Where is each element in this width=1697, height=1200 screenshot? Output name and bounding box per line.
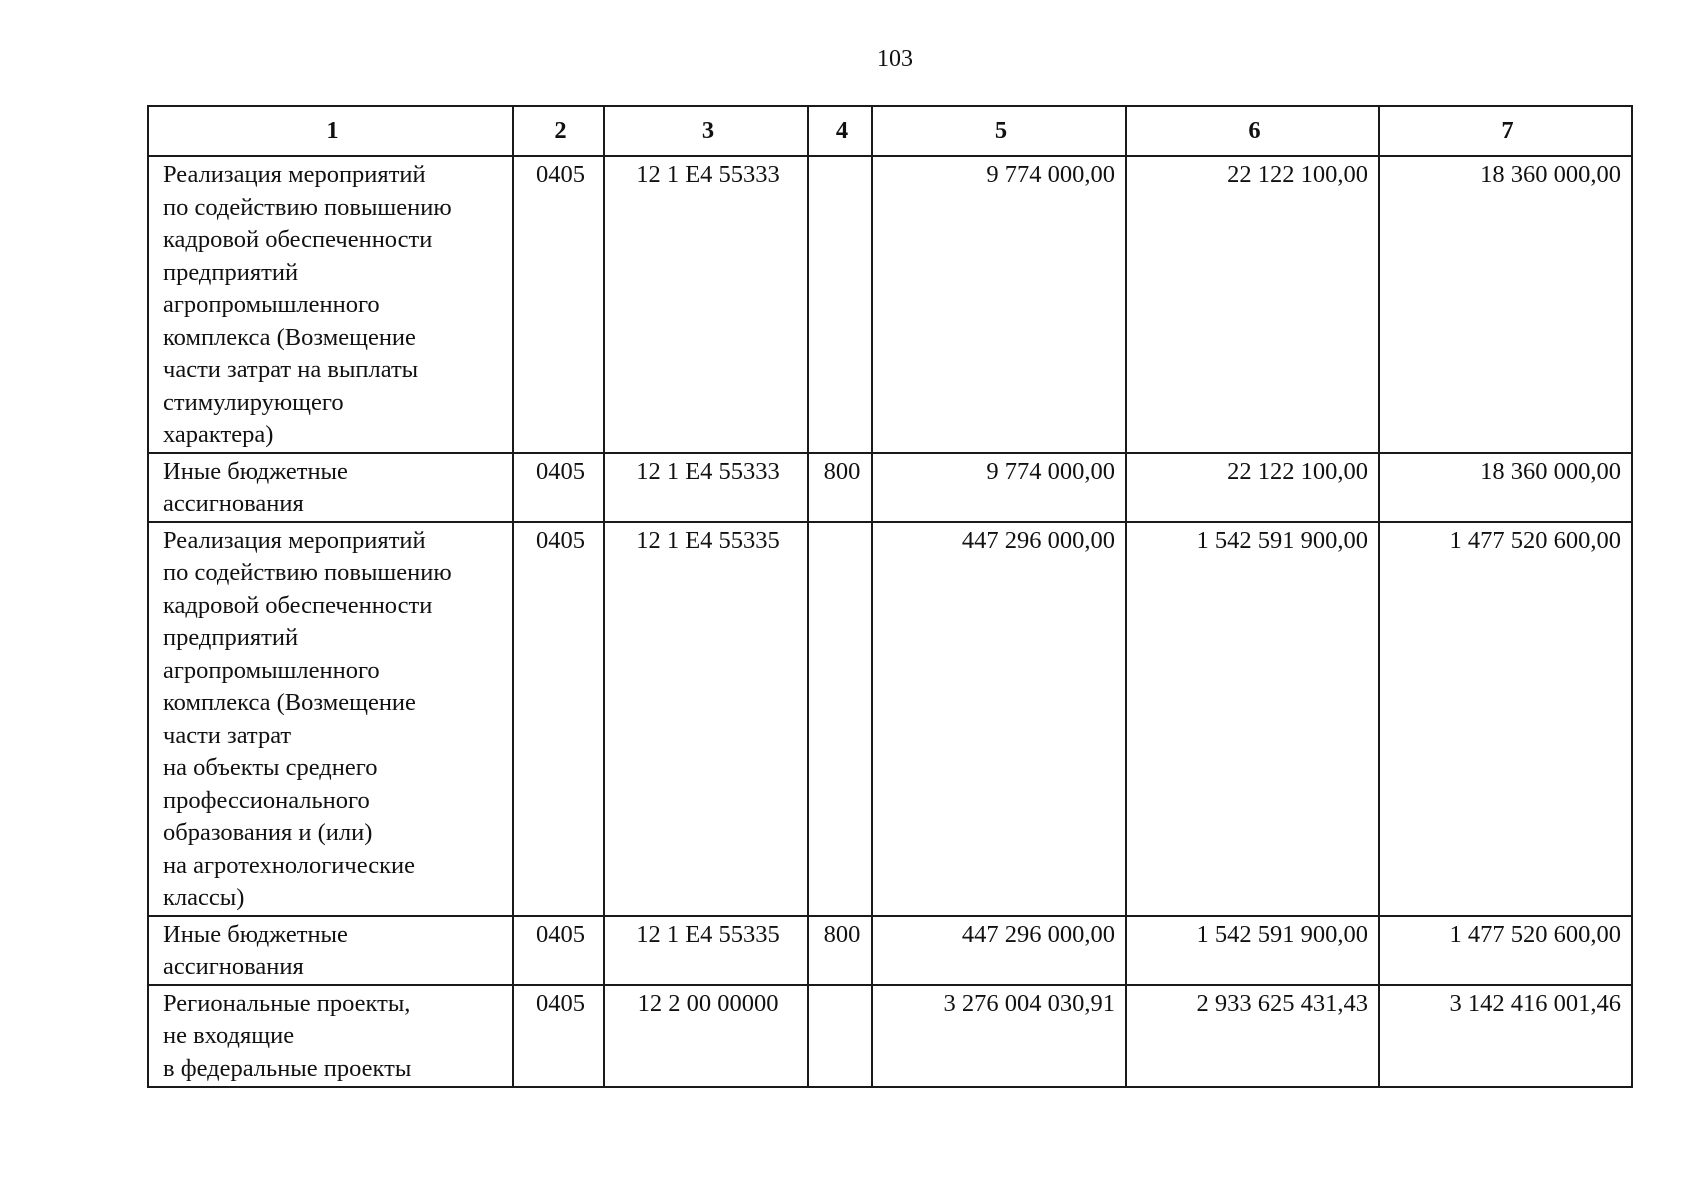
row-amount-col6: 22 122 100,00 bbox=[1126, 453, 1379, 522]
header-col-7: 7 bbox=[1379, 106, 1632, 156]
row-amount-col7: 1 477 520 600,00 bbox=[1379, 916, 1632, 985]
row-target-code: 12 1 E4 55333 bbox=[604, 453, 808, 522]
table-row bbox=[148, 985, 1632, 1087]
header-col-4: 4 bbox=[808, 106, 872, 156]
row-amount-col7: 18 360 000,00 bbox=[1379, 156, 1632, 453]
row-amount-col6: 2 933 625 431,43 bbox=[1126, 985, 1379, 1087]
row-amount-col6: 1 542 591 900,00 bbox=[1126, 916, 1379, 985]
table-row bbox=[148, 522, 1632, 916]
row-expense-type bbox=[808, 156, 872, 453]
row-expense-type: 800 bbox=[808, 916, 872, 985]
row-amount-col5: 447 296 000,00 bbox=[872, 916, 1126, 985]
row-description: Реализация мероприятий по содействию повышению кадровой обеспеченности предприятий агропромышленного комплекса (Возмещение части затрат на выплаты стимулирующего характера) bbox=[148, 156, 513, 453]
row-expense-type bbox=[808, 522, 872, 916]
table-row bbox=[148, 156, 1632, 453]
row-amount-col5: 3 276 004 030,91 bbox=[872, 985, 1126, 1087]
row-target-code: 12 1 E4 55333 bbox=[604, 156, 808, 453]
row-amount-col7: 3 142 416 001,46 bbox=[1379, 985, 1632, 1087]
row-target-code: 12 2 00 00000 bbox=[604, 985, 808, 1087]
header-col-5: 5 bbox=[872, 106, 1126, 156]
row-description: Иные бюджетные ассигнования bbox=[148, 916, 513, 985]
row-expense-type bbox=[808, 985, 872, 1087]
header-row bbox=[148, 106, 1632, 156]
row-section-code: 0405 bbox=[513, 522, 604, 916]
header-col-3: 3 bbox=[604, 106, 808, 156]
row-section-code: 0405 bbox=[513, 985, 604, 1087]
row-description: Региональные проекты, не входящие в федеральные проекты bbox=[148, 985, 513, 1087]
row-expense-type: 800 bbox=[808, 453, 872, 522]
row-description: Иные бюджетные ассигнования bbox=[148, 453, 513, 522]
header-col-2: 2 bbox=[513, 106, 604, 156]
row-section-code: 0405 bbox=[513, 156, 604, 453]
row-target-code: 12 1 E4 55335 bbox=[604, 522, 808, 916]
row-amount-col5: 447 296 000,00 bbox=[872, 522, 1126, 916]
row-amount-col6: 1 542 591 900,00 bbox=[1126, 522, 1379, 916]
row-target-code: 12 1 E4 55335 bbox=[604, 916, 808, 985]
table-row bbox=[148, 453, 1632, 522]
row-amount-col5: 9 774 000,00 bbox=[872, 156, 1126, 453]
row-amount-col7: 1 477 520 600,00 bbox=[1379, 522, 1632, 916]
row-amount-col5: 9 774 000,00 bbox=[872, 453, 1126, 522]
page-number: 103 bbox=[877, 46, 913, 72]
header-col-6: 6 bbox=[1126, 106, 1379, 156]
row-section-code: 0405 bbox=[513, 916, 604, 985]
row-amount-col6: 22 122 100,00 bbox=[1126, 156, 1379, 453]
header-col-1: 1 bbox=[148, 106, 513, 156]
table-row bbox=[148, 916, 1632, 985]
row-amount-col7: 18 360 000,00 bbox=[1379, 453, 1632, 522]
budget-table bbox=[147, 105, 1633, 1088]
row-section-code: 0405 bbox=[513, 453, 604, 522]
row-description: Реализация мероприятий по содействию повышению кадровой обеспеченности предприятий агропромышленного комплекса (Возмещение части затрат на объекты среднего профессионального образования и (или) на агротехнологические классы) bbox=[148, 522, 513, 916]
